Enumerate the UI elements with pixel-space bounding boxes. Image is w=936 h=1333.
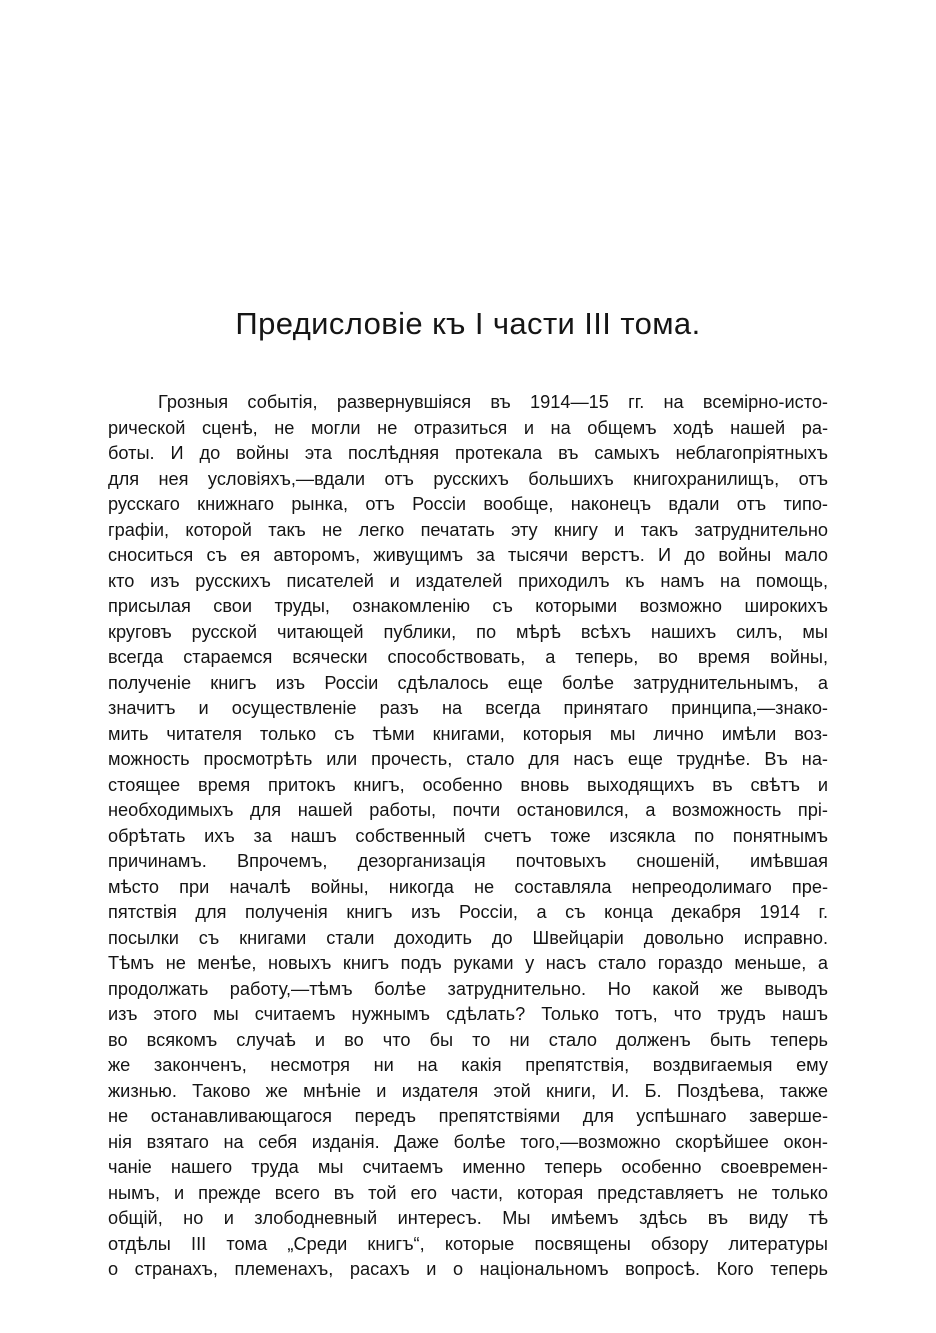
text-line: Тѣмъ не менѣе, новыхъ книгъ подъ руками у насъ стало гораздо меньше, а [108, 953, 828, 973]
text-line: рической сценѣ, не могли не отразиться и на общемъ ходѣ нашей ра- [108, 417, 828, 438]
text-line: причинамъ. Впрочемъ, дезорганизація почтовыхъ сношеній, имѣвшая [108, 851, 828, 871]
text-line: круговъ русской читающей публики, по мѣрѣ всѣхъ нашихъ силъ, мы [108, 621, 828, 642]
text-line: мѣсто при началѣ войны, никогда не составляла непреодолимаго пре- [108, 876, 828, 897]
text-line: пятствія для полученія книгъ изъ Россіи, а съ конца декабря 1914 г. [108, 902, 828, 922]
text-line: жизнью. Таково же мнѣніе и издателя этой книги, И. Б. Поздѣева, также [108, 1080, 828, 1101]
text-line: нымъ, и прежде всего въ той его части, которая представляетъ не только [108, 1182, 828, 1203]
page-title: Предисловіе къ I части III тома. [235, 306, 701, 341]
text-line: посылки съ книгами стали доходить до Швейцаріи довольно исправно. [108, 927, 828, 948]
text-line: о странахъ, племенахъ, расахъ и о національномъ вопросѣ. Кого теперь [108, 1259, 828, 1279]
text-line: значитъ и осуществленіе разъ на всегда принятаго принципа,—знако- [108, 698, 828, 718]
text-line: обрѣтать ихъ за нашъ собственный счетъ тоже изсякла по понятнымъ [108, 825, 828, 846]
text-line: можность просмотрѣть или прочесть, стало для насъ еще труднѣе. Въ на- [108, 749, 828, 769]
text-line: мить читателя только съ тѣми книгами, которыя мы лично имѣли воз- [108, 723, 828, 744]
text-line: русскаго книжнаго рынка, отъ Россіи вообще, наконецъ вдали отъ типо- [108, 494, 828, 514]
text-line: же законченъ, несмотря ни на какія препятствія, воздвигаемыя ему [108, 1055, 828, 1075]
text-line: полученіе книгъ изъ Россіи сдѣлалось еще болѣе затруднительнымъ, а [108, 672, 828, 693]
text-line: всегда стараемся всячески способствовать, а теперь, во время войны, [108, 647, 828, 667]
text-line: общій, но и злободневный интересъ. Мы имѣемъ здѣсь въ виду тѣ [108, 1208, 828, 1228]
text-line: чаніе нашего труда мы считаемъ именно теперь особенно своевремен- [108, 1157, 828, 1177]
text-line: продолжать работу,—тѣмъ болѣе затруднительно. Но какой же выводъ [108, 978, 828, 999]
body-text [108, 390, 828, 1283]
text-line: отдѣлы III тома „Среди книгъ“, которые посвящены обзору литературы [108, 1233, 828, 1254]
text-line: стоящее время притокъ книгъ, особенно вновь выходящихъ въ свѣтъ и [108, 774, 828, 795]
text-line: присылая свои труды, ознакомленію съ которыми возможно широкихъ [108, 596, 828, 616]
text-line: графіи, которой такъ не легко печатать эту книгу и такъ затруднительно [108, 519, 828, 540]
text-line: Грозныя событія, развернувшіяся въ 1914—15 гг. на всемірно-исто- [158, 392, 828, 412]
text-line: сноситься съ ея авторомъ, живущимъ за тысячи верстъ. И до войны мало [108, 545, 828, 565]
text-line: кто изъ русскихъ писателей и издателей приходилъ къ намъ на помощь, [108, 570, 828, 591]
text-line: не останавливающагося передъ препятствіями для успѣшнаго заверше- [108, 1106, 828, 1126]
text-line: во всякомъ случаѣ и во что бы то ни стало долженъ быть теперь [108, 1029, 828, 1050]
text-line: боты. И до войны эта послѣдняя протекала въ самыхъ неблагопріятныхъ [108, 443, 828, 463]
text-line: нія взятаго на себя изданія. Даже болѣе того,—возможно скорѣйшее окон- [108, 1131, 828, 1152]
text-line: для нея условіяхъ,—вдали отъ русскихъ большихъ книгохранилищъ, отъ [108, 468, 828, 489]
text-line: изъ этого мы считаемъ нужнымъ сдѣлать? Только тотъ, что трудъ нашъ [108, 1004, 828, 1024]
text-line: необходимыхъ для нашей работы, почти остановился, а возможность прі- [108, 800, 828, 820]
